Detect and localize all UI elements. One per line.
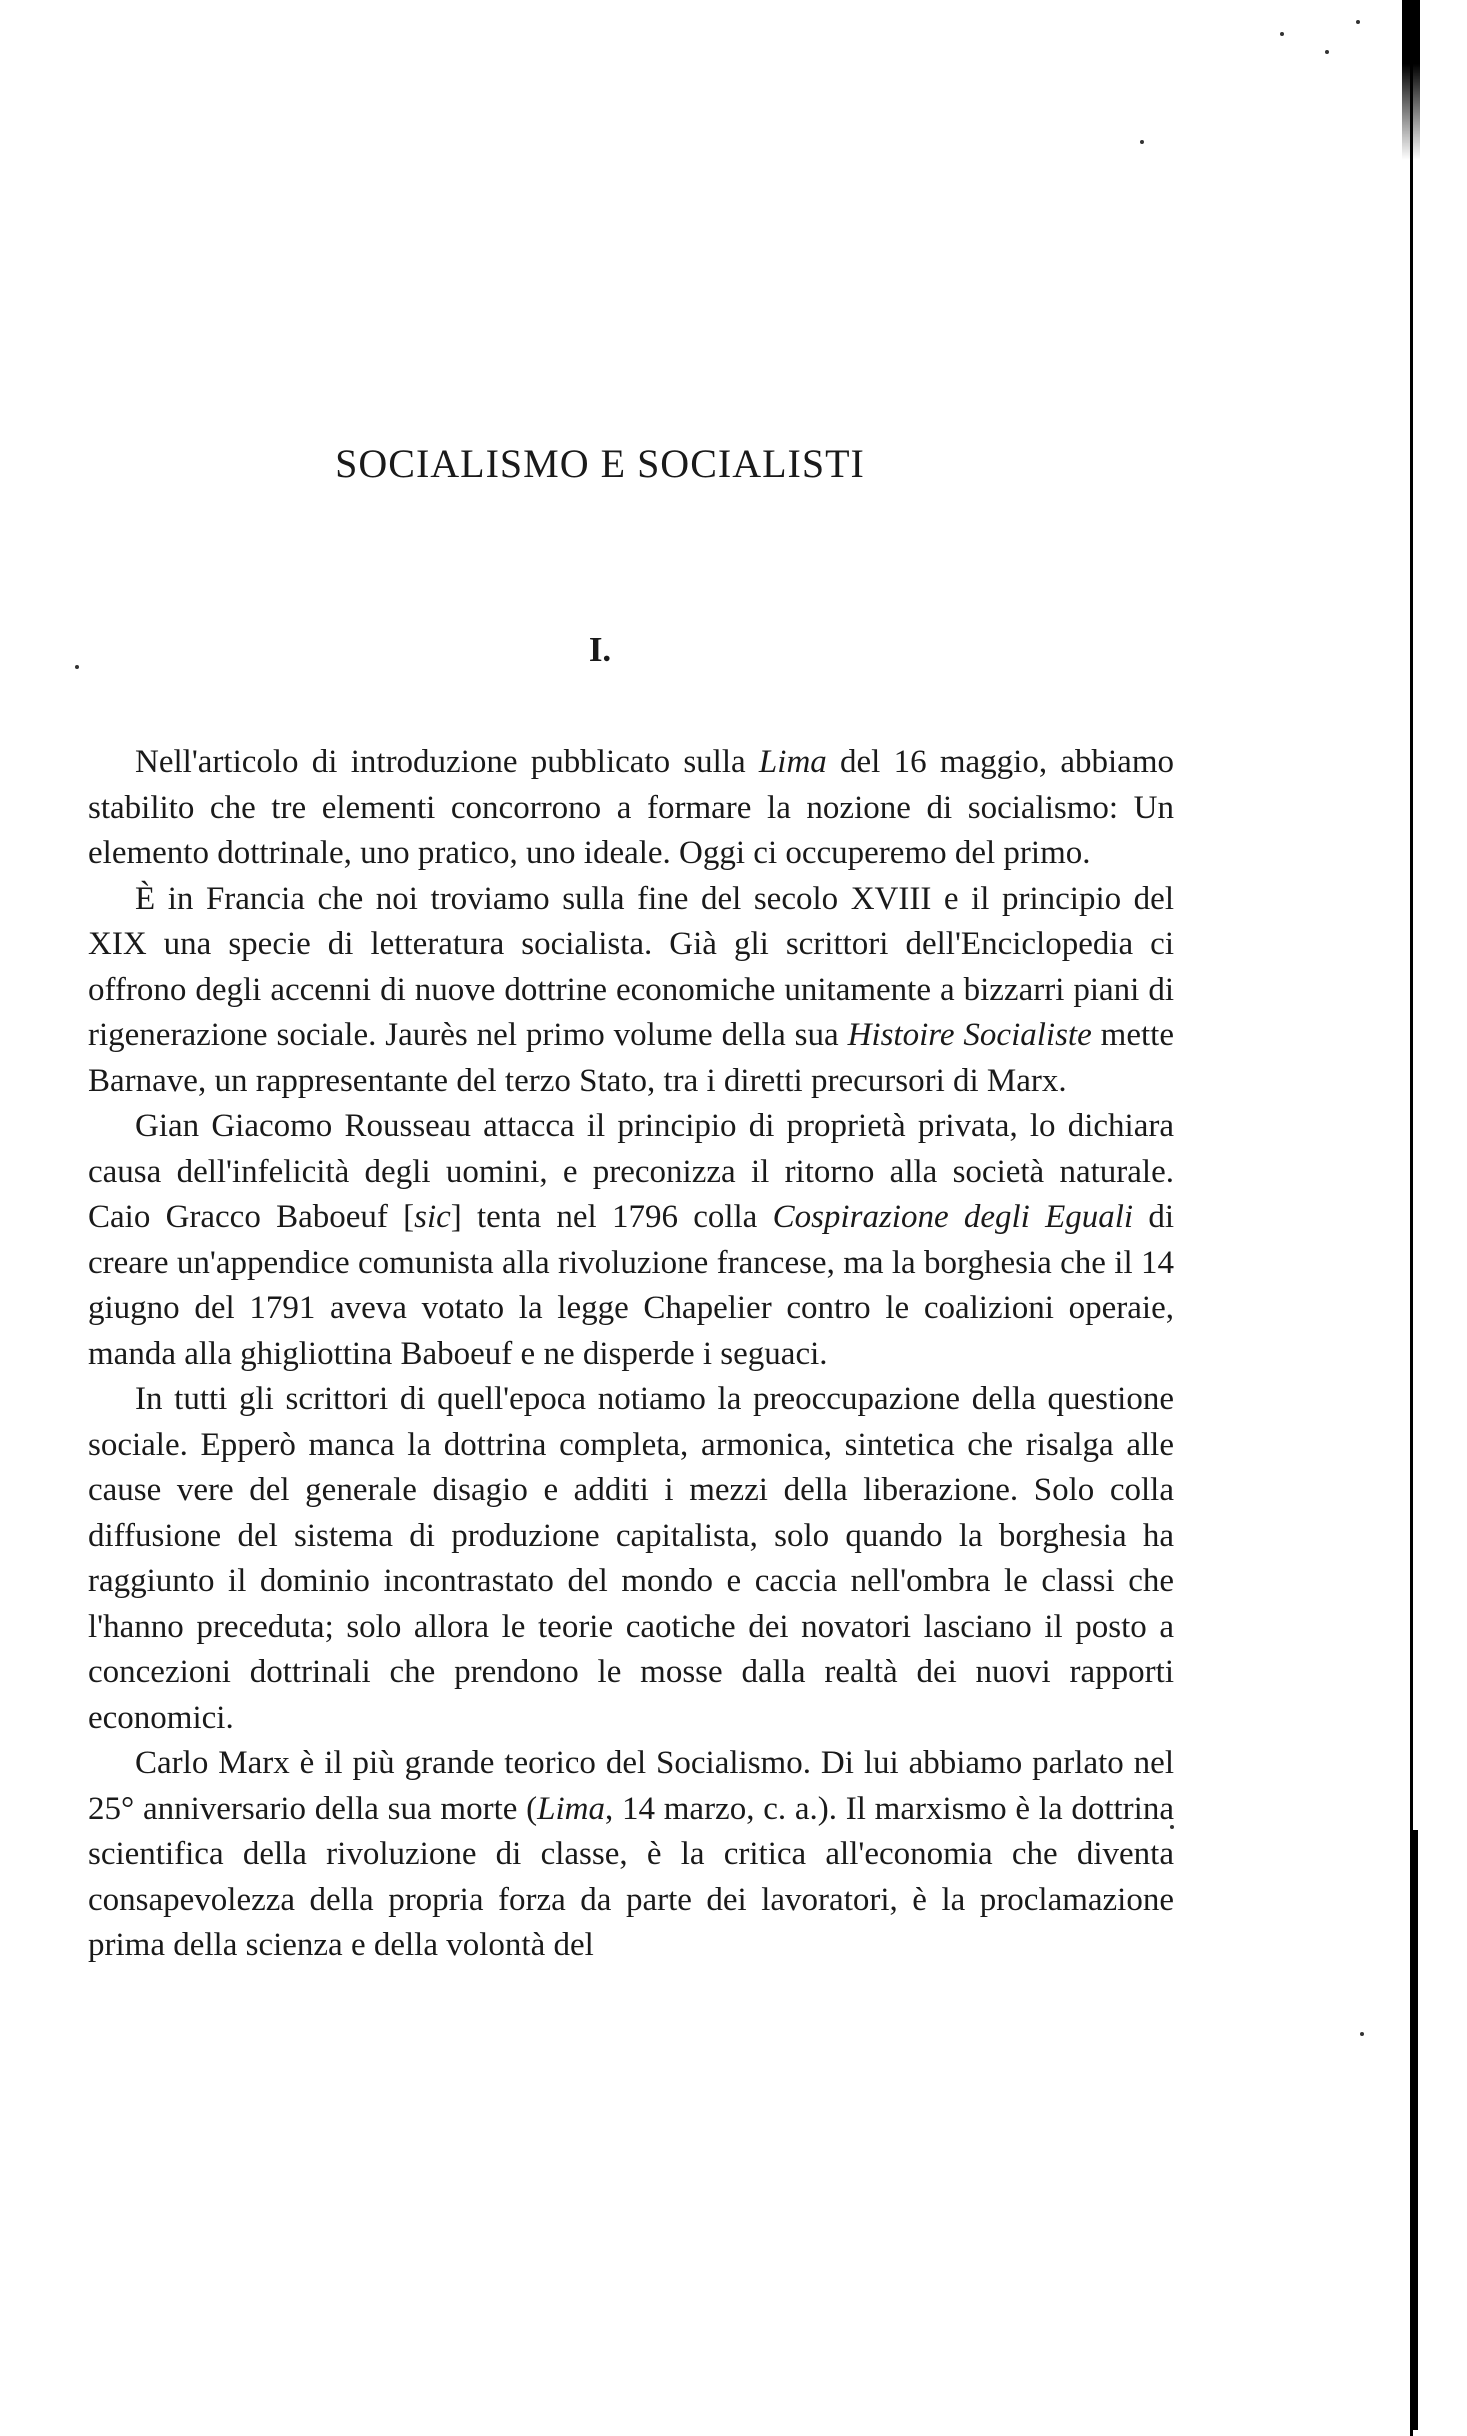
text-run: È in Francia che noi troviamo sulla fine del secolo XVIII e il principio del XIX una specie di letteratura socialista. Già gli scrittori dell'Enciclopedia ci offrono degli accenni di nuove dottrine economiche unitamente a bizzarri piani di rigenerazione sociale. Jaurès nel primo volume della sua xyxy=(88,880,1174,1053)
italic-text: Histoire Socialiste xyxy=(847,1017,1092,1053)
text-run: Nell'articolo di introduzione pubblicato sulla xyxy=(135,744,759,780)
document-title: SOCIALISMO E SOCIALISTI xyxy=(335,441,865,486)
text-run: Gian Giacomo Rousseau attacca il principio di proprietà privata, lo dichiara causa dell'infelicità degli uomini, e preconizza il ritorno alla società naturale. Caio Gracco Baboeuf [ xyxy=(88,1108,1174,1235)
body-text xyxy=(88,740,1174,1969)
text-run: ] tenta nel 1796 colla xyxy=(450,1199,773,1235)
paragraph xyxy=(88,877,1174,1105)
paragraph xyxy=(88,1377,1174,1741)
scan-speck xyxy=(1360,2032,1364,2036)
paragraph xyxy=(88,740,1174,877)
scan-speck xyxy=(1140,140,1144,144)
scan-speck xyxy=(1356,20,1360,24)
italic-text: sic xyxy=(414,1199,451,1235)
italic-text: Lima xyxy=(758,744,827,780)
text-run: Carlo Marx è il più grande teorico del Socialismo. Di lui abbiamo parlato nel 25° anniversario della sua morte ( xyxy=(88,1745,1174,1827)
paragraph xyxy=(88,1741,1174,1969)
paragraph xyxy=(88,1104,1174,1377)
text-run: , 14 marzo, c. a.). Il marxismo è la dottrina scientifica della rivoluzione di classe, è la critica all'economia che diventa consapevolezza della propria forza da parte dei lavoratori, è la proclamazione prima della scienza e della volontà del xyxy=(88,1790,1174,1963)
italic-text: Lima xyxy=(537,1790,605,1827)
scan-speck xyxy=(1325,50,1329,54)
text-run: del 16 maggio, abbiamo stabilito che tre elementi concorrono a formare la nozione di socialismo: Un elemento dottrinale, uno pratico, uno ideale. Oggi ci occuperemo del primo. xyxy=(88,744,1174,871)
italic-text: Cospirazione degli Eguali xyxy=(772,1199,1134,1235)
scan-binding-line-lower xyxy=(1412,1830,1418,2430)
scan-speck xyxy=(1280,32,1284,36)
text-run: In tutti gli scrittori di quell'epoca notiamo la preoccupazione della questione sociale. Epperò manca la dottrina completa, armonica, sintetica che risalga alle cause vere del generale disagio e additi i mezzi della liberazione. Solo colla diffusione del sistema di produzione capitalista, solo quando la borghesia ha raggiunto il dominio incontrastato del mondo e caccia nell'ombra le classi che l'hanno preceduta; solo allora le teorie caotiche dei novatori lasciano il posto a concezioni dottrinali che prendono le mosse dalla realtà dei nuovi rapporti economici. xyxy=(88,1381,1174,1736)
text-run: di creare un'appendice comunista alla rivoluzione francese, ma la borghesia che il 14 giugno del 1791 aveva votato la legge Chapelier contro le coalizioni operaie, manda alla ghigliottina Baboeuf e ne disperde i seguaci. xyxy=(88,1199,1174,1372)
section-number: I. xyxy=(588,630,612,669)
text-run: mette Barnave, un rappresentante del terzo Stato, tra i diretti precursori di Marx. xyxy=(88,1017,1174,1099)
